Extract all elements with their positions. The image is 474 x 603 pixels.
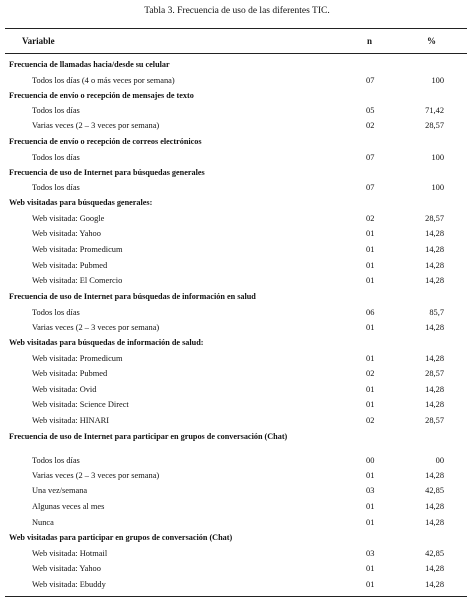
row-percent: 14,28 xyxy=(425,517,444,527)
section-label: Frecuencia de llamadas hacia/desde su celular xyxy=(9,60,170,69)
section-label: Frecuencia de uso de Internet para participar en grupos de conversación (Chat) xyxy=(9,431,288,441)
row-percent: 14,28 xyxy=(425,322,444,332)
section-row xyxy=(0,531,474,547)
row-n: 03 xyxy=(366,549,375,559)
table-row xyxy=(0,367,474,383)
row-label: Todos los días xyxy=(32,183,80,193)
row-n: 01 xyxy=(366,579,375,589)
row-percent: 28,57 xyxy=(425,121,444,131)
section-label: Frecuencia de uso de Internet para búsquedas generales xyxy=(9,167,205,177)
table-row xyxy=(0,562,474,578)
row-percent: 71,42 xyxy=(425,106,444,116)
row-percent: 100 xyxy=(431,75,444,85)
row-percent: 42,85 xyxy=(425,549,444,559)
row-n: 01 xyxy=(366,276,375,286)
row-n: 01 xyxy=(366,322,375,332)
section-row xyxy=(0,135,474,151)
table-row xyxy=(0,151,474,166)
row-label: Todos los días xyxy=(32,106,80,116)
section-label: Frecuencia de envío o recepción de correos electrónicos xyxy=(9,137,202,147)
row-n: 01 xyxy=(366,502,375,512)
section-row xyxy=(0,58,474,74)
row-percent: 100 xyxy=(431,152,444,162)
section-label: Frecuencia de envío o recepción de mensajes de texto xyxy=(9,90,194,100)
table-row xyxy=(0,547,474,562)
row-percent: 28,57 xyxy=(425,416,444,425)
row-percent: 14,28 xyxy=(425,353,444,363)
row-percent: 28,57 xyxy=(425,368,444,378)
header-n: n xyxy=(367,36,373,46)
table-row xyxy=(0,243,474,259)
top-rule xyxy=(5,28,467,29)
row-label: Web visitada: Google xyxy=(32,214,105,224)
table-row xyxy=(0,74,474,89)
table-row xyxy=(0,104,474,119)
table-row xyxy=(0,500,474,516)
row-n: 01 xyxy=(366,400,375,410)
table-row xyxy=(0,352,474,367)
section-label: Web visitadas para búsquedas de información de salud: xyxy=(9,338,204,348)
row-n: 01 xyxy=(366,244,375,254)
table-row xyxy=(0,578,474,594)
row-percent: 14,28 xyxy=(425,579,444,589)
row-label: Web visitada: HINARI xyxy=(32,416,110,425)
row-n: 02 xyxy=(366,368,375,378)
row-n: 01 xyxy=(366,353,375,363)
row-n: 01 xyxy=(366,384,375,394)
row-n: 01 xyxy=(366,517,375,527)
row-percent: 14,28 xyxy=(425,229,444,239)
row-percent: 100 xyxy=(431,183,444,193)
row-percent: 85,7 xyxy=(429,307,444,317)
row-percent: 14,28 xyxy=(425,276,444,286)
row-label: Algunas veces al mes xyxy=(32,502,105,512)
table-body xyxy=(0,58,474,594)
row-label: Todos los días xyxy=(32,152,80,162)
row-label: Web visitada: El Comercio xyxy=(32,276,123,286)
row-percent: 42,85 xyxy=(425,486,444,496)
row-n: 01 xyxy=(366,229,375,239)
row-percent: 28,57 xyxy=(425,214,444,224)
row-label: Todos los días (4 o más veces por semana) xyxy=(32,75,175,85)
row-label: Web visitada: Yahoo xyxy=(32,229,101,239)
row-n: 06 xyxy=(366,307,375,317)
table-row xyxy=(0,398,474,414)
row-n: 03 xyxy=(366,486,375,496)
row-n: 07 xyxy=(366,75,375,85)
table-row xyxy=(0,516,474,532)
row-label: Una vez/semana xyxy=(32,486,88,496)
table-row xyxy=(0,274,474,290)
row-label: Web visitada: Promedicum xyxy=(32,353,123,363)
row-percent: 14,28 xyxy=(425,384,444,394)
section-label: Web visitadas para búsquedas generales: xyxy=(9,198,153,208)
section-row xyxy=(0,430,474,454)
row-n: 00 xyxy=(366,455,375,465)
row-n: 01 xyxy=(366,564,375,574)
table-row xyxy=(0,383,474,399)
row-percent: 00 xyxy=(435,455,444,465)
bottom-rule xyxy=(5,596,467,597)
row-label: Web visitada: Yahoo xyxy=(32,564,101,574)
section-row xyxy=(0,196,474,212)
table-row xyxy=(0,259,474,275)
row-n: 01 xyxy=(366,470,375,480)
row-label: Nunca xyxy=(32,517,54,527)
row-percent: 14,28 xyxy=(425,244,444,254)
table-row xyxy=(0,306,474,321)
row-n: 02 xyxy=(366,214,375,224)
row-label: Varias veces (2 – 3 veces por semana) xyxy=(32,121,160,131)
row-percent: 14,28 xyxy=(425,470,444,480)
row-percent: 14,28 xyxy=(425,564,444,574)
row-n: 07 xyxy=(366,183,375,193)
row-label: Web visitada: Ebuddy xyxy=(32,579,106,589)
section-label: Web visitadas para participar en grupos de conversación (Chat) xyxy=(9,533,233,543)
section-row xyxy=(0,89,474,105)
row-percent: 14,28 xyxy=(425,400,444,410)
table-row xyxy=(0,227,474,243)
table-row xyxy=(0,212,474,227)
section-row xyxy=(0,336,474,352)
table-row xyxy=(0,454,474,469)
row-label: Web visitada: Science Direct xyxy=(32,400,129,410)
row-label: Web visitada: Ovid xyxy=(32,384,97,394)
table-row xyxy=(0,469,474,485)
section-row xyxy=(0,290,474,306)
table-row xyxy=(0,321,474,337)
header-variable: Variable xyxy=(22,36,55,46)
row-percent: 14,28 xyxy=(425,502,444,512)
row-n: 02 xyxy=(366,121,375,131)
section-row xyxy=(0,166,474,182)
section-label: Frecuencia de uso de Internet para búsquedas de información en salud xyxy=(9,291,256,301)
table-title: Tabla 3. Frecuencia de uso de las diferentes TIC. xyxy=(144,6,330,16)
table-row xyxy=(0,414,474,430)
table-row xyxy=(0,181,474,196)
row-label: Todos los días xyxy=(32,455,80,465)
row-label: Web visitada: Promedicum xyxy=(32,244,123,254)
row-label: Varias veces (2 – 3 veces por semana) xyxy=(32,470,160,480)
row-label: Web visitada: Pubmed xyxy=(32,368,108,378)
row-n: 05 xyxy=(366,106,375,116)
row-n: 01 xyxy=(366,260,375,270)
row-label: Web visitada: Hotmail xyxy=(32,549,108,559)
header-rule xyxy=(5,53,467,54)
table-row xyxy=(0,484,474,500)
row-label: Todos los días xyxy=(32,307,80,317)
row-percent: 14,28 xyxy=(425,260,444,270)
header-percent: % xyxy=(427,36,436,46)
table-row xyxy=(0,119,474,135)
row-label: Web visitada: Pubmed xyxy=(32,260,108,270)
row-n: 02 xyxy=(366,416,375,425)
row-n: 07 xyxy=(366,152,375,162)
row-label: Varias veces (2 – 3 veces por semana) xyxy=(32,322,160,332)
